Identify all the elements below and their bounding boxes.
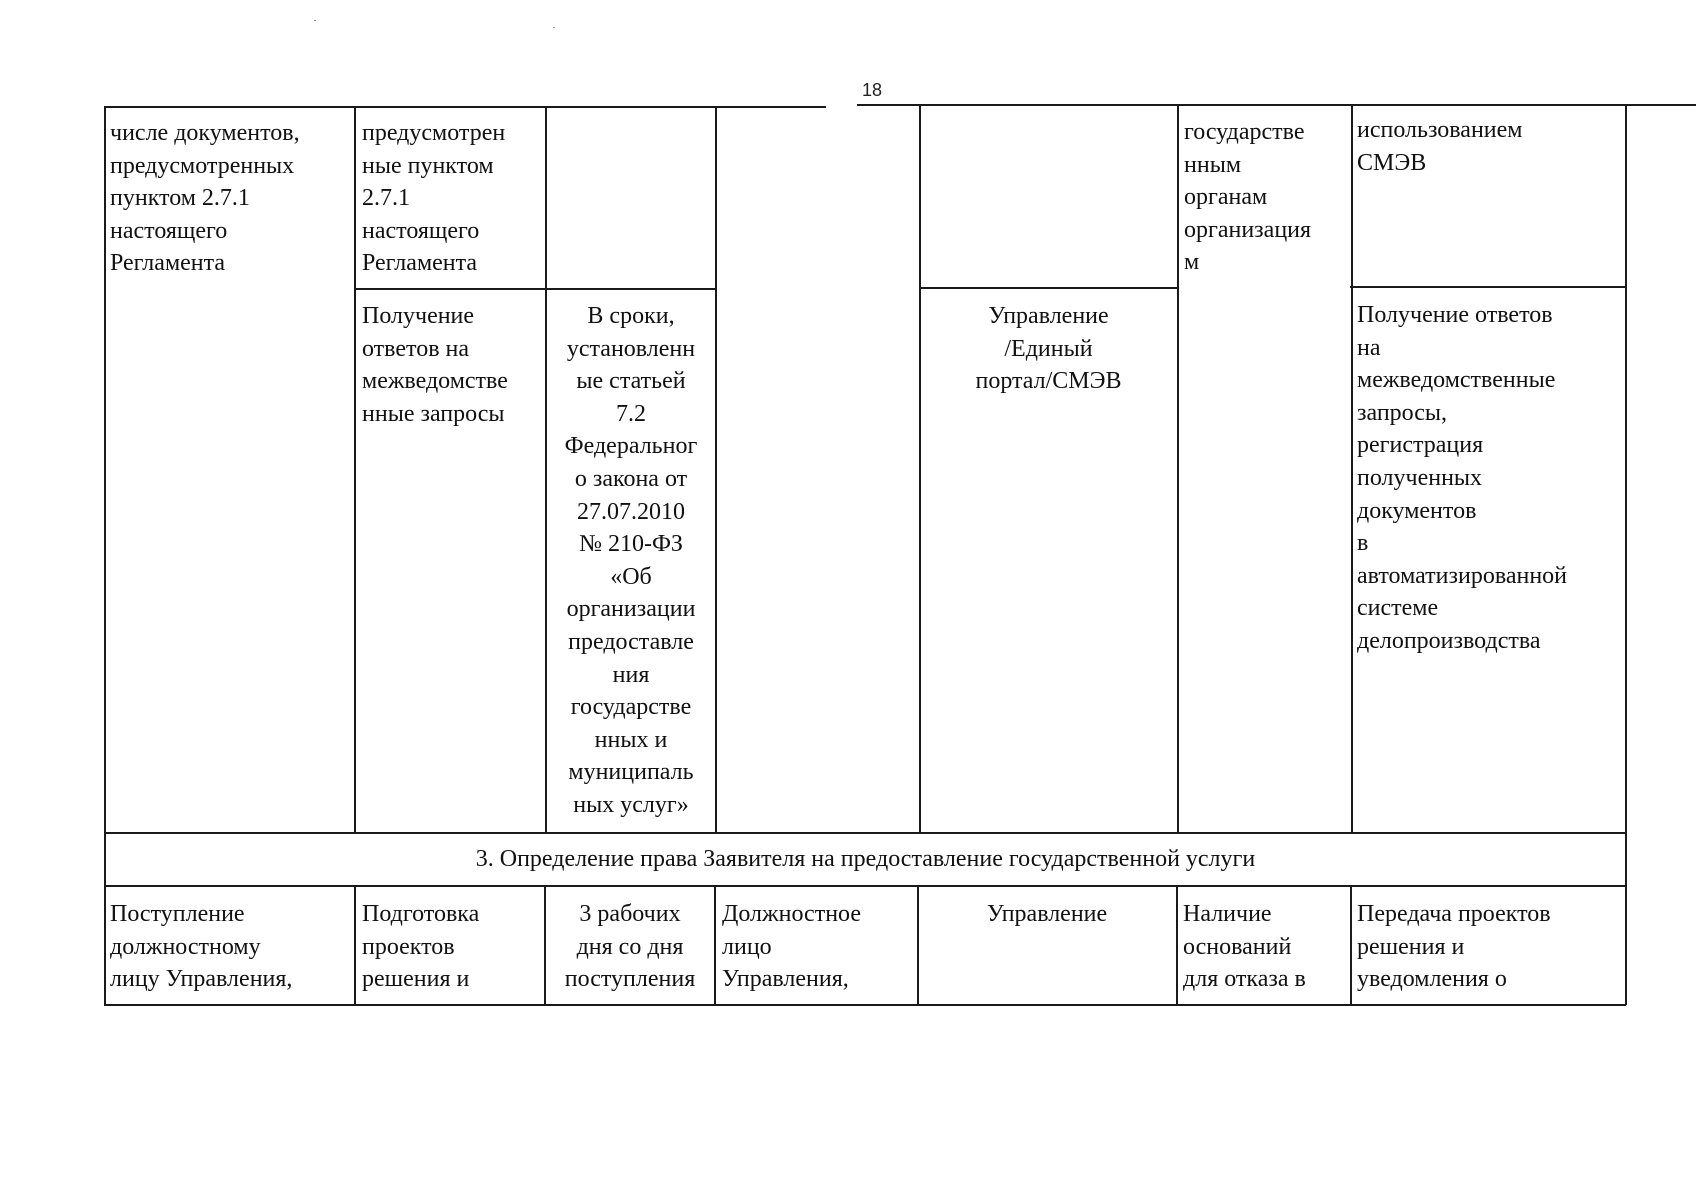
table-top-border-left bbox=[104, 106, 826, 108]
column-divider bbox=[1351, 104, 1353, 833]
table-right-border bbox=[1625, 104, 1627, 1005]
cell-bottom-col4: Должностное лицо Управления, bbox=[722, 901, 861, 993]
row-separator bbox=[1350, 286, 1626, 288]
section-bottom-border bbox=[104, 885, 1626, 887]
column-divider bbox=[354, 106, 356, 833]
cell-mid-col8: Получение ответов на межведомственные запросы, регистрация полученных документов в автоматизированной системе делопроизводства bbox=[1357, 302, 1568, 654]
cell-bottom-col6: Управление bbox=[986, 901, 1108, 927]
cell-top-col8: использованием СМЭВ bbox=[1357, 117, 1523, 176]
section-header: 3. Определение права Заявителя на предоставление государственной услуги bbox=[475, 846, 1256, 872]
section-top-border bbox=[104, 832, 1626, 834]
column-divider bbox=[919, 104, 921, 833]
row-separator bbox=[919, 287, 1177, 289]
scan-speck bbox=[553, 27, 555, 28]
cell-bottom-col2: Подготовка проектов решения и bbox=[362, 901, 480, 993]
row-separator bbox=[355, 288, 715, 290]
cell-top-col1: числе документов, предусмотренных пунктом 2.7.1 настоящего Регламента bbox=[110, 120, 300, 277]
column-divider bbox=[1176, 885, 1178, 1005]
table-top-border-right bbox=[890, 104, 1628, 106]
table-bottom-border bbox=[104, 1004, 1626, 1006]
column-divider bbox=[354, 885, 356, 1005]
cell-bottom-col8: Передача проектов решения и уведомления о bbox=[1357, 901, 1551, 993]
cell-mid-col3: В сроки, установленн ые статьей 7.2 Федеральног о закона от 27.07.2010 № 210-ФЗ «Об организации предоставле ния государстве нных и муниципаль ных услуг» bbox=[564, 303, 698, 818]
column-divider bbox=[1177, 104, 1179, 833]
cell-mid-col2: Получение ответов на межведомстве нные запросы bbox=[362, 303, 508, 427]
page-number: 18 bbox=[862, 80, 883, 100]
cell-top-col7: государстве нным органам организация м bbox=[1184, 119, 1312, 276]
cell-bottom-col7: Наличие оснований для отказа в bbox=[1183, 901, 1306, 993]
cell-bottom-col1: Поступление должностному лицу Управления, bbox=[110, 901, 293, 993]
column-divider bbox=[714, 885, 716, 1005]
scan-speck bbox=[314, 20, 316, 21]
cell-bottom-col3: 3 рабочих дня со дня поступления bbox=[564, 901, 696, 993]
column-divider bbox=[1350, 885, 1352, 1005]
column-divider bbox=[715, 106, 717, 833]
cell-top-col2: предусмотрен ные пунктом 2.7.1 настоящего Регламента bbox=[362, 120, 506, 277]
cell-mid-col6: Управление /Единый портал/СМЭВ bbox=[975, 303, 1122, 395]
